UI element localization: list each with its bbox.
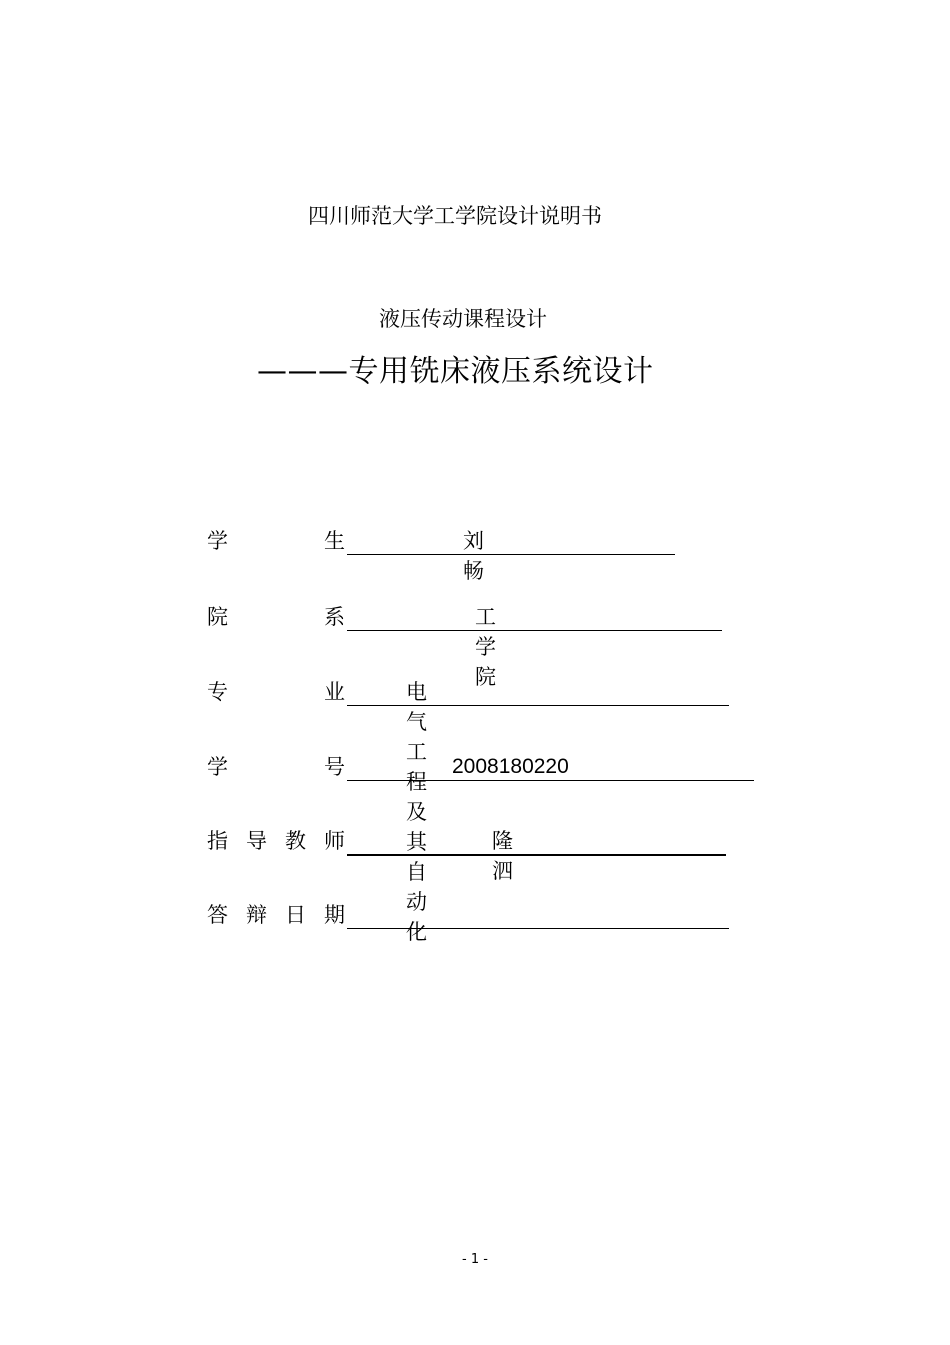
major-value: 电气工程及其自动化 xyxy=(406,680,427,944)
department-value: 工学院 xyxy=(475,605,496,689)
advisor-value: 隆泗 xyxy=(492,829,513,883)
main-title: ———专用铣床液压系统设计 xyxy=(257,354,654,389)
student-id-value: 2008180220 xyxy=(452,755,569,778)
school-title: 四川师范大学工学院设计说明书 xyxy=(308,204,602,228)
major-underline xyxy=(347,705,729,706)
course-title: 液压传动课程设计 xyxy=(379,307,547,331)
page-number: - 1 - xyxy=(462,1252,488,1267)
advisor-underline xyxy=(347,854,726,856)
defense-date-underline xyxy=(347,928,729,929)
student-underline xyxy=(347,554,675,555)
student-value: 刘畅 xyxy=(463,529,484,583)
department-underline xyxy=(347,630,722,631)
